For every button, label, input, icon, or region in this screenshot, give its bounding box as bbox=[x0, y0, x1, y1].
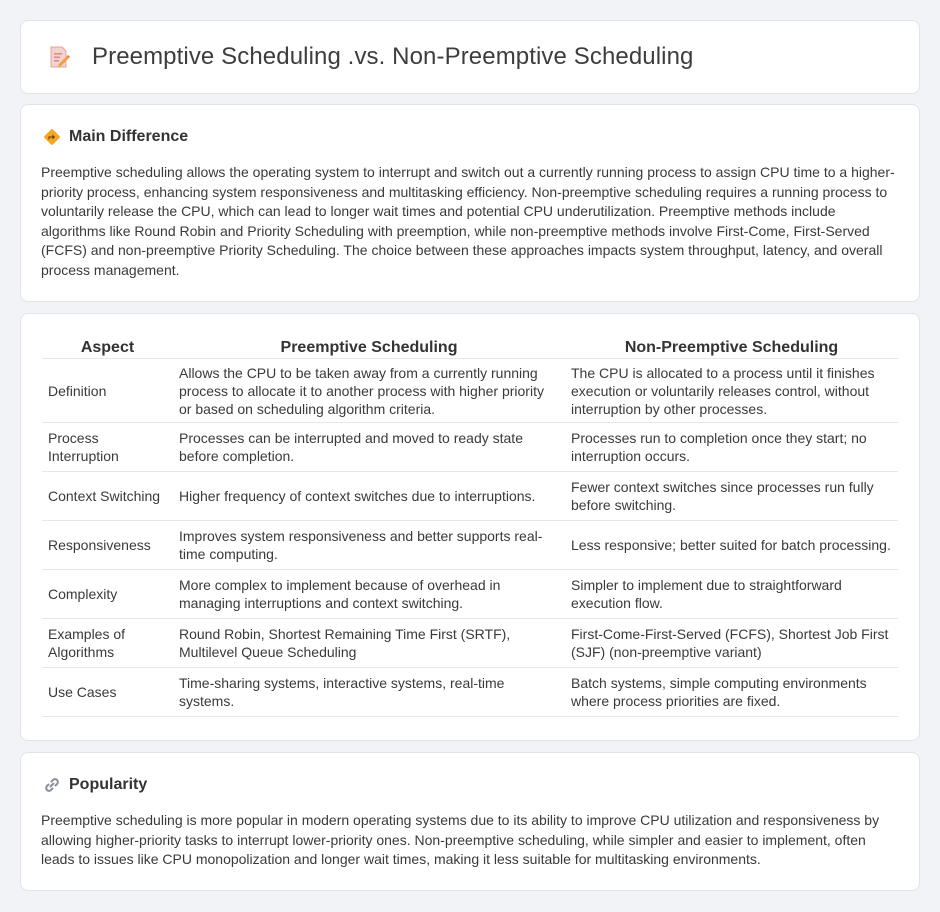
comparison-table bbox=[42, 334, 898, 717]
non-preemptive-cell: Less responsive; better suited for batch processing. bbox=[565, 521, 898, 570]
aspect-cell: Definition bbox=[42, 359, 173, 423]
aspect-cell: Complexity bbox=[42, 570, 173, 619]
table-row bbox=[42, 619, 898, 668]
preemptive-cell: Allows the CPU to be taken away from a currently running process to allocate it to another process with higher priority or based on scheduling algorithm criteria. bbox=[173, 359, 565, 423]
page-title: Preemptive Scheduling .vs. Non-Preemptive Scheduling bbox=[92, 43, 694, 70]
preemptive-cell: Time-sharing systems, interactive systems, real-time systems. bbox=[173, 668, 565, 717]
main-difference-section bbox=[20, 104, 920, 302]
popularity-section bbox=[20, 752, 920, 891]
table-row bbox=[42, 521, 898, 570]
aspect-cell: Process Interruption bbox=[42, 423, 173, 472]
table-row bbox=[42, 359, 898, 423]
title-card bbox=[20, 20, 920, 94]
preemptive-cell: Higher frequency of context switches due to interruptions. bbox=[173, 472, 565, 521]
main-difference-text: Preemptive scheduling allows the operating system to interrupt and switch out a currently running process to assign CPU time to a higher-priority process, enhancing system responsiveness and multitasking efficiency. Non-preemptive scheduling requires a running process to voluntarily release the CPU, which can lead to longer wait times and potential CPU underutilization. Preemptive methods include algorithms like Round Robin and Priority Scheduling with preemption, while non-preemptive methods involve First-Come, First-Served (FCFS) and non-preemptive Priority Scheduling. The choice between these approaches impacts system throughput, latency, and overall process management. bbox=[41, 164, 895, 278]
column-header: Non-Preemptive Scheduling bbox=[565, 334, 898, 359]
comparison-table-section bbox=[20, 313, 920, 741]
diamond-sign-icon bbox=[43, 128, 61, 146]
non-preemptive-cell: Simpler to implement due to straightforward execution flow. bbox=[565, 570, 898, 619]
aspect-cell: Context Switching bbox=[42, 472, 173, 521]
preemptive-cell: Processes can be interrupted and moved to ready state before completion. bbox=[173, 423, 565, 472]
aspect-cell: Responsiveness bbox=[42, 521, 173, 570]
popularity-text: Preemptive scheduling is more popular in modern operating systems due to its ability to improve CPU utilization and responsiveness by allowing higher-priority tasks to interrupt lower-priority ones. Non-preemptive scheduling, while simpler and easier to implement, often leads to issues like CPU monopolization and longer wait times, making it less suitable for multitasking environments. bbox=[41, 812, 880, 867]
link-icon bbox=[43, 776, 61, 794]
preemptive-cell: More complex to implement because of overhead in managing interruptions and context switching. bbox=[173, 570, 565, 619]
section-title: Popularity bbox=[69, 776, 148, 793]
non-preemptive-cell: Fewer context switches since processes run fully before switching. bbox=[565, 472, 898, 521]
section-title: Main Difference bbox=[69, 128, 189, 145]
preemptive-cell: Round Robin, Shortest Remaining Time First (SRTF), Multilevel Queue Scheduling bbox=[173, 619, 565, 668]
table-row bbox=[42, 472, 898, 521]
document-edit-icon bbox=[47, 45, 71, 69]
column-header: Aspect bbox=[42, 334, 173, 359]
table-row bbox=[42, 570, 898, 619]
non-preemptive-cell: Batch systems, simple computing environments where process priorities are fixed. bbox=[565, 668, 898, 717]
non-preemptive-cell: Processes run to completion once they start; no interruption occurs. bbox=[565, 423, 898, 472]
table-row bbox=[42, 423, 898, 472]
non-preemptive-cell: First-Come-First-Served (FCFS), Shortest Job First (SJF) (non-preemptive variant) bbox=[565, 619, 898, 668]
aspect-cell: Examples of Algorithms bbox=[42, 619, 173, 668]
table-row bbox=[42, 668, 898, 717]
table-header-row bbox=[42, 334, 898, 359]
preemptive-cell: Improves system responsiveness and better supports real-time computing. bbox=[173, 521, 565, 570]
aspect-cell: Use Cases bbox=[42, 668, 173, 717]
non-preemptive-cell: The CPU is allocated to a process until it finishes execution or voluntarily releases control, without interruption by other processes. bbox=[565, 359, 898, 423]
column-header: Preemptive Scheduling bbox=[173, 334, 565, 359]
